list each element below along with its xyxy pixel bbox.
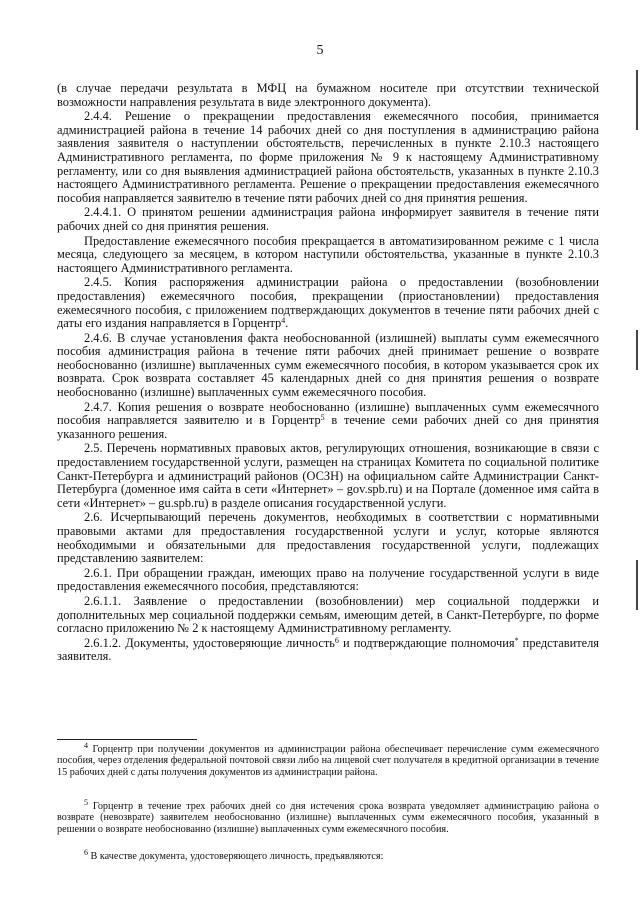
paragraph: 2.4.4. Решение о прекращении предоставления ежемесячного пособия, принимается администрацией района в течение 14 рабочих дней со дня поступления в администрацию района заявления заявителя о наступлении обстоятельств, перечисленных в пункте 2.10.3 настоящего Административного регламента, по форме приложения № 9 к настоящему Административному регламенту, или со дня выявления администрацией района обстоятельств, указанных в пункте 2.10.3 настоящего Административного регламента. Решение о прекращении предоставления ежемесячного пособия направляется заявителю в течение пяти рабочих дней со дня принятия решения.	[57, 109, 599, 205]
paragraph-tail: в течение семи рабочих дней со дня принятия указанного решения.	[57, 413, 599, 441]
paragraph	[57, 637, 599, 664]
paragraph: 2.4.4.1. О принятом решении администрация района информирует заявителя в течение пяти рабочих дней со дня принятия решения.	[57, 205, 599, 233]
footnote-mark: 4	[84, 741, 88, 750]
paragraph: 2.6. Исчерпывающий перечень документов, необходимых в соответствии с нормативными правовыми актами для предоставления государственной услуги и услуг, которые являются необходимыми и обязательными для предоставления государственной услуги, подлежащих представлению заявителем:	[57, 510, 599, 566]
page-number: 5	[316, 43, 324, 58]
footnote-text: В качестве документа, удостоверяющего личность, предъявляются:	[88, 851, 384, 862]
footnote-text: Горцентр в течение трех рабочих дней со дня истечения срока возврата уведомляет администрацию района о возврате (невозврате) заявителем необоснованно (излишне) выплаченных сумм ежемесячного пособия, указанный в решении о возврате необоснованно (излишне) выплаченных сумм ежемесячного пособия.	[57, 801, 599, 835]
footnote-ref[interactable]: 4	[281, 316, 286, 326]
scan-edge-mark	[636, 70, 638, 130]
footnote-text: Горцентр при получении документов из администрации района обеспечивает перечисление сумм ежемесячного пособия, через отделения федеральной почтовой связи либо на лицевой счет получателя в кредитной организации в течение 15 рабочих дней с даты получения документов из администрации района.	[57, 744, 599, 778]
paragraph	[57, 401, 599, 442]
paragraph: 2.6.1. При обращении граждан, имеющих право на получение государственной услуги в виде предоставления ежемесячного пособия, представляются:	[57, 565, 599, 594]
asterisk-mark: *	[514, 635, 519, 645]
document-body	[57, 82, 599, 665]
paragraph-tail: представителя заявителя.	[57, 635, 599, 664]
footnote-mark: 6	[84, 848, 88, 857]
footnote-5	[57, 798, 599, 835]
paragraph-mid: и подтверждающие полномочия	[338, 635, 515, 650]
footnote-ref[interactable]: 5	[320, 413, 325, 423]
paragraph: (в случае передачи результата в МФЦ на бумажном носителе при отсутствии технической возможности направления результата в виде электронного документа).	[57, 81, 599, 109]
paragraph	[57, 276, 599, 330]
paragraph-text: 2.4.7. Копия решения о возврате необоснованно (излишне) выплаченных сумм ежемесячного пособия направляется заявителю и в Горцентр	[57, 399, 599, 428]
scan-edge-mark	[636, 330, 638, 370]
footnote-ref[interactable]: 6	[334, 635, 339, 645]
paragraph: 2.5. Перечень нормативных правовых актов, регулирующих отношения, возникающие в связи с предоставлением государственной услуги, размещен на страницах Комитета по социальной политике Санкт-Петербурга и администраций районов (ОСЗН) на официальном сайте Администрации Санкт-Петербурга (доменное имя сайта в сети «Интернет» – gov.spb.ru) и на Портале (доменное имя сайта в сети «Интернет» – gu.spb.ru) в разделе описания государственной услуги.	[57, 441, 599, 510]
paragraph-text: 2.6.1.2. Документы, удостоверяющие личность	[84, 635, 335, 650]
paragraph-tail: .	[285, 316, 289, 331]
paragraph: 2.6.1.1. Заявление о предоставлении (возобновлении) мер социальной поддержки и дополнительных мер социальной поддержки семьям, имеющим детей, в Санкт-Петербурге, по форме согласно приложению № 2 к настоящему Административному регламенту.	[57, 593, 599, 636]
footnote-mark: 5	[84, 798, 88, 807]
paragraph-text: 2.4.5. Копия распоряжения администрации района о предоставлении (возобновлении предоставления) ежемесячного пособия, прекращении (приостановлении) предоставления ежемесячного пособия, с приложением подтверждающих документов в течение пяти рабочих дней с даты его издания направляется в Горцентр	[57, 275, 599, 331]
footnote-6	[57, 848, 599, 862]
scan-edge-mark	[636, 560, 638, 610]
footnote-separator	[57, 739, 197, 740]
footnote-4	[57, 741, 599, 778]
paragraph: Предоставление ежемесячного пособия прекращается в автоматизированном режиме с 1 числа месяца, следующего за месяцем, в котором наступили обстоятельства, указанные в пункте 2.10.3 настоящего Административного регламента.	[57, 233, 599, 275]
paragraph: 2.4.6. В случае установления факта необоснованной (излишней) выплаты сумм ежемесячного пособия администрация района в течение пяти рабочих дней принимает решение о возврате необоснованно (излишне) выплаченных сумм ежемесячного пособия, в котором указывается срок их возврата. Срок возврата составляет 45 календарных дней со дня принятия решения о возврате необоснованно (излишне) выплаченных сумм ежемесячного пособия.	[57, 330, 599, 400]
